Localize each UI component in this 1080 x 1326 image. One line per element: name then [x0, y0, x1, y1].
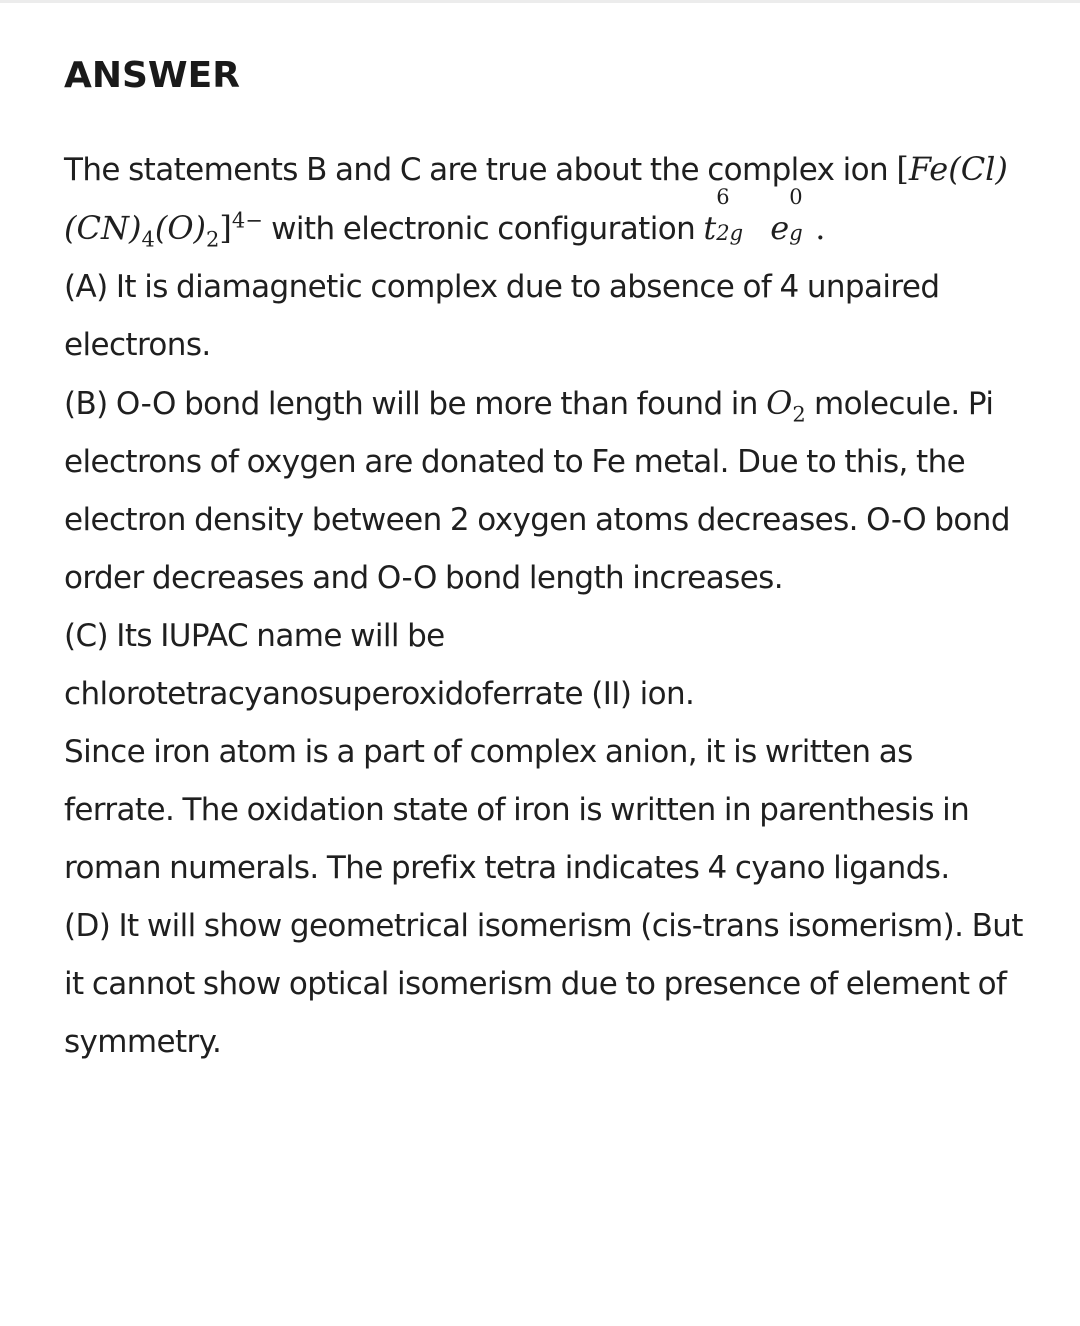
statement-b: (B) O-O bond length will be more than found in $O_2$ molecule. Pi electrons of oxygen are donated to Fe metal. Due to this, the electron density between 2 oxygen atoms decreases. O-O bond order decreases and O-O bond length increases.	[64, 384, 1010, 596]
top-divider	[0, 0, 1080, 3]
answer-heading: ANSWER	[64, 55, 240, 96]
electronic-configuration: t 6 2g e 0 g .	[703, 185, 826, 247]
complex-ion-formula: $[Fe(Cl)(CN)_4(O)_2]^{4-}$	[64, 150, 1008, 252]
answer-body	[64, 140, 1024, 1071]
intro-paragraph	[64, 140, 1024, 258]
statement-c-explanation: Since iron atom is a part of complex anion, it is written as ferrate. The oxidation state of iron is written in parenthesis in roman numerals. The prefix tetra indicates 4 cyano ligands.	[64, 734, 970, 886]
intro-text-before: The statements B and C are true about the complex ion	[64, 152, 889, 188]
statement-d: (D) It will show geometrical isomerism (cis-trans isomerism). But it cannot show optical isomerism due to presence of element of symmetry.	[64, 908, 1023, 1060]
statement-c-line1: (C) Its IUPAC name will be	[64, 618, 445, 654]
answer-card	[64, 50, 1024, 1071]
intro-text-middle: with electronic configuration	[271, 211, 696, 247]
statement-a: (A) It is diamagnetic complex due to absence of 4 unpaired electrons.	[64, 269, 940, 363]
statement-c-line2: chlorotetracyanosuperoxidoferrate (II) ion.	[64, 676, 695, 712]
oxygen-molecule-formula: $O_2$	[766, 384, 806, 427]
